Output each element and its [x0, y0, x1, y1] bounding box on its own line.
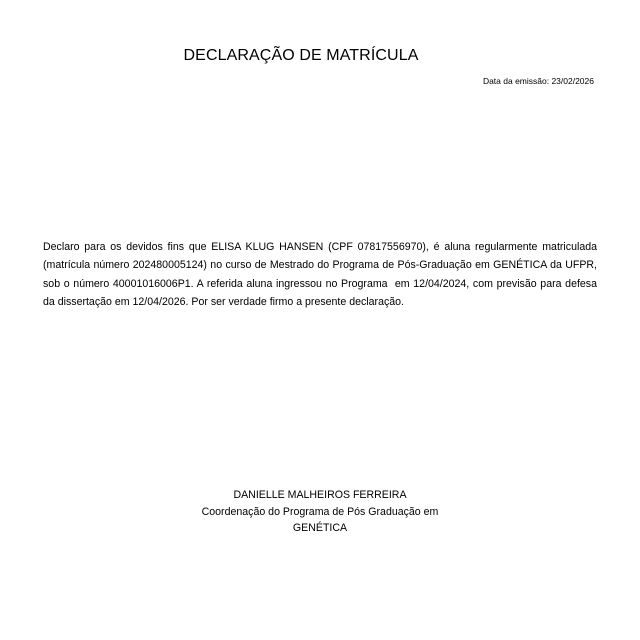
signatory-name: DANIELLE MALHEIROS FERREIRA	[233, 489, 407, 501]
declaration-body: Declaro para os devidos fins que ELISA KLUG HANSEN (CPF 07817556970), é aluna regularmente matriculada (matrícula número 202480005124) no curso de Mestrado do Programa de Pós-Graduação em GENÉTICA da UFPR, sob o número 40001016006P1. A referida aluna ingressou no Programa em 12/04/2024, com previsão para defesa da dissertação em 12/04/2026. Por ser verdade firmo a presente declaração.	[43, 241, 600, 308]
signatory-role: Coordenação do Programa de Pós Graduação em	[201, 505, 439, 518]
signatory-program: GENÉTICA	[292, 522, 348, 534]
signature-block	[0, 487, 640, 537]
document-title: DECLARAÇÃO DE MATRÍCULA	[183, 47, 419, 64]
issue-date: Data da emissão: 23/02/2026	[482, 76, 594, 86]
